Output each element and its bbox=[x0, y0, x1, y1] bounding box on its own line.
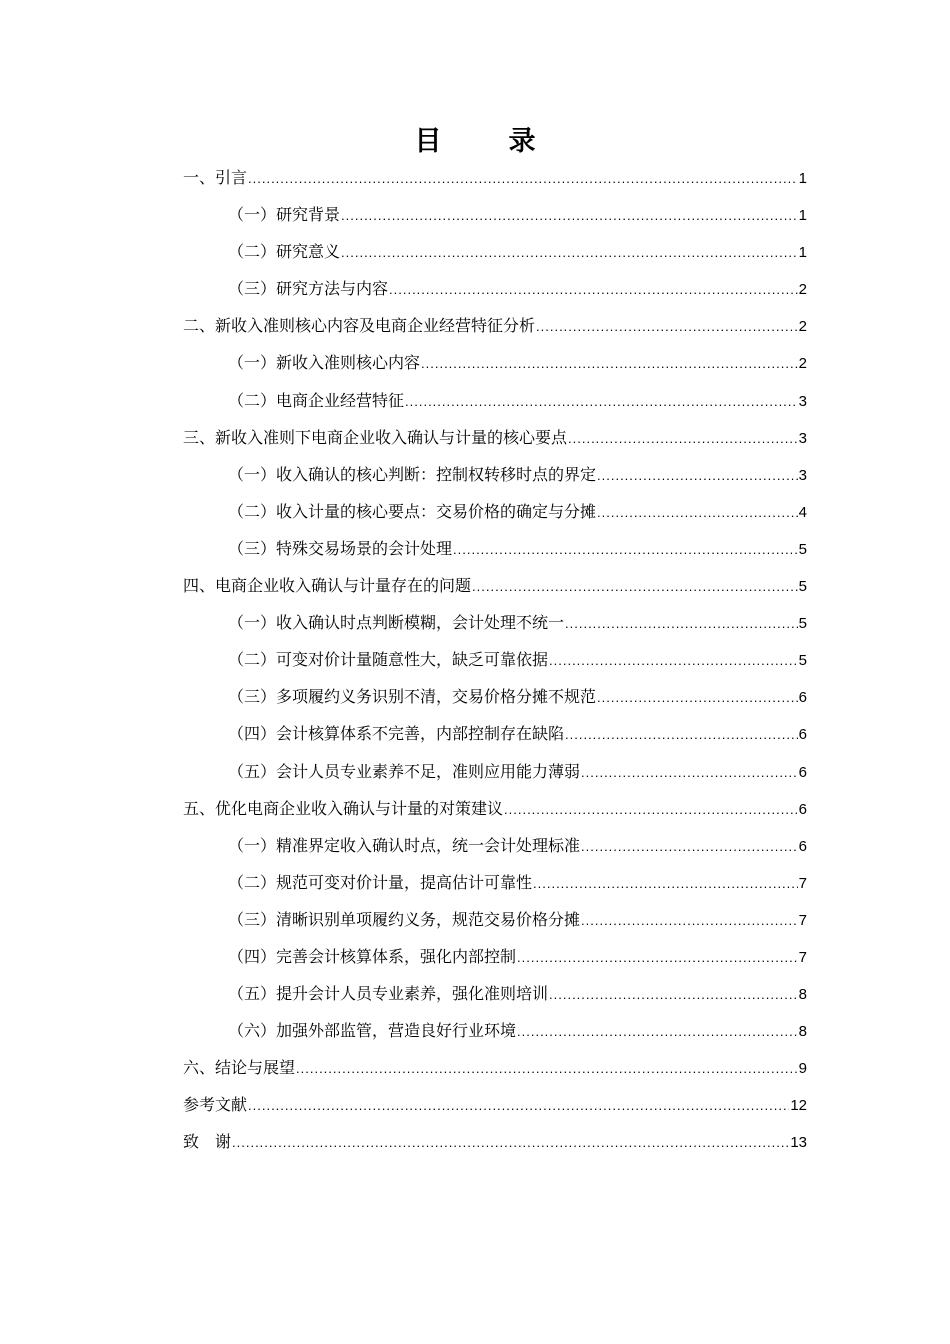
toc-leader-dots bbox=[581, 908, 798, 934]
toc-leader-dots bbox=[248, 166, 798, 192]
toc-page-number: 3 bbox=[798, 392, 807, 410]
toc-entry-label: 二、新收入准则核心内容及电商企业经营特征分析 bbox=[183, 316, 536, 336]
toc-page-number: 6 bbox=[798, 837, 807, 855]
toc-page-number: 2 bbox=[798, 281, 807, 299]
toc-entry-label: （三）特殊交易场景的会计处理 bbox=[228, 538, 453, 558]
toc-entry-label: （二）规范可变对价计量，提高估计可靠性 bbox=[228, 872, 533, 892]
toc-leader-dots bbox=[248, 1093, 789, 1119]
toc-page-number: 8 bbox=[798, 1023, 807, 1041]
toc-entry-label: （四）会计核算体系不完善，内部控制存在缺陷 bbox=[228, 724, 565, 744]
toc-page-number: 6 bbox=[798, 689, 807, 707]
toc-entry[interactable] bbox=[183, 313, 807, 350]
toc-entry-label: （一）精准界定收入确认时点，统一会计处理标准 bbox=[228, 835, 581, 855]
toc-page-number: 6 bbox=[798, 763, 807, 781]
toc-leader-dots bbox=[296, 1056, 798, 1082]
table-of-contents bbox=[183, 165, 807, 1167]
toc-page-number: 1 bbox=[798, 207, 807, 225]
toc-leader-dots bbox=[565, 722, 798, 748]
toc-entry[interactable] bbox=[183, 759, 807, 796]
toc-entry-label: 致 谢 bbox=[183, 1132, 232, 1152]
toc-entry-label: （五）提升会计人员专业素养，强化准则培训 bbox=[228, 984, 549, 1004]
toc-entry-label: （二）电商企业经营特征 bbox=[228, 390, 405, 410]
toc-leader-dots bbox=[232, 1130, 789, 1156]
toc-entry[interactable] bbox=[183, 907, 807, 944]
toc-page-number: 6 bbox=[798, 726, 807, 744]
toc-page-number: 6 bbox=[798, 800, 807, 818]
toc-entry[interactable] bbox=[183, 721, 807, 758]
toc-leader-dots bbox=[421, 351, 798, 377]
toc-entry[interactable] bbox=[183, 1129, 807, 1166]
toc-entry-label: 三、新收入准则下电商企业收入确认与计量的核心要点 bbox=[183, 427, 568, 447]
toc-leader-dots bbox=[565, 611, 798, 637]
toc-leader-dots bbox=[405, 389, 798, 415]
toc-entry[interactable] bbox=[183, 1055, 807, 1092]
toc-leader-dots bbox=[517, 1019, 798, 1045]
toc-page-number: 12 bbox=[790, 1097, 807, 1115]
toc-page-number: 3 bbox=[798, 429, 807, 447]
toc-entry-label: （二）收入计量的核心要点：交易价格的确定与分摊 bbox=[228, 501, 597, 521]
toc-entry-label: 六、结论与展望 bbox=[183, 1058, 296, 1078]
toc-page-number: 5 bbox=[798, 578, 807, 596]
toc-leader-dots bbox=[389, 277, 798, 303]
toc-entry[interactable] bbox=[183, 1018, 807, 1055]
toc-page-number: 3 bbox=[798, 466, 807, 484]
toc-page-number: 7 bbox=[798, 948, 807, 966]
toc-entry-label: （一）收入确认时点判断模糊，会计处理不统一 bbox=[228, 613, 565, 633]
toc-entry-label: 一、引言 bbox=[183, 168, 248, 187]
toc-entry[interactable] bbox=[183, 350, 807, 387]
toc-leader-dots bbox=[581, 834, 798, 860]
toc-entry-label: （五）会计人员专业素养不足，准则应用能力薄弱 bbox=[228, 761, 581, 781]
toc-page-number: 5 bbox=[798, 652, 807, 670]
toc-entry[interactable] bbox=[183, 981, 807, 1018]
toc-entry[interactable] bbox=[183, 796, 807, 833]
toc-entry-label: （三）研究方法与内容 bbox=[228, 279, 389, 299]
toc-page-number: 1 bbox=[798, 170, 807, 187]
toc-entry[interactable] bbox=[183, 425, 807, 462]
toc-leader-dots bbox=[581, 760, 798, 786]
toc-entry[interactable] bbox=[183, 499, 807, 536]
toc-leader-dots bbox=[504, 797, 798, 823]
toc-leader-dots bbox=[597, 463, 798, 489]
toc-entry-label: （三）清晰识别单项履约义务，规范交易价格分摊 bbox=[228, 909, 581, 929]
toc-entry-label: （一）收入确认的核心判断：控制权转移时点的界定 bbox=[228, 464, 597, 484]
toc-entry[interactable] bbox=[183, 573, 807, 610]
toc-entry-label: （六）加强外部监管，营造良好行业环境 bbox=[228, 1021, 517, 1041]
toc-page-number: 2 bbox=[798, 318, 807, 336]
toc-entry-label: 参考文献 bbox=[183, 1095, 248, 1115]
toc-entry-label: （三）多项履约义务识别不清，交易价格分摊不规范 bbox=[228, 687, 597, 707]
toc-entry-label: （二）可变对价计量随意性大，缺乏可靠依据 bbox=[228, 650, 549, 670]
toc-leader-dots bbox=[549, 982, 798, 1008]
toc-entry-label: 四、电商企业收入确认与计量存在的问题 bbox=[183, 576, 472, 596]
toc-entry-label: 五、优化电商企业收入确认与计量的对策建议 bbox=[183, 798, 504, 818]
toc-entry[interactable] bbox=[183, 1092, 807, 1129]
toc-page-number: 7 bbox=[798, 911, 807, 929]
toc-leader-dots bbox=[549, 648, 798, 674]
toc-entry-label: （一）研究背景 bbox=[228, 205, 341, 225]
toc-entry-label: （四）完善会计核算体系，强化内部控制 bbox=[228, 946, 517, 966]
toc-entry[interactable] bbox=[183, 536, 807, 573]
toc-leader-dots bbox=[597, 500, 798, 526]
toc-entry[interactable] bbox=[183, 165, 807, 202]
toc-leader-dots bbox=[597, 685, 798, 711]
toc-leader-dots bbox=[568, 426, 798, 452]
toc-entry-label: （二）研究意义 bbox=[228, 242, 341, 262]
toc-entry[interactable] bbox=[183, 647, 807, 684]
toc-entry[interactable] bbox=[183, 870, 807, 907]
toc-title: 目 录 bbox=[414, 126, 556, 157]
toc-entry[interactable] bbox=[183, 388, 807, 425]
toc-leader-dots bbox=[517, 945, 798, 971]
toc-leader-dots bbox=[341, 203, 798, 229]
toc-entry-label: （一）新收入准则核心内容 bbox=[228, 353, 421, 373]
toc-leader-dots bbox=[536, 314, 798, 340]
toc-entry[interactable] bbox=[183, 833, 807, 870]
toc-leader-dots bbox=[533, 871, 798, 897]
toc-page-number: 7 bbox=[798, 874, 807, 892]
toc-page-number: 9 bbox=[798, 1060, 807, 1078]
toc-leader-dots bbox=[341, 240, 798, 266]
toc-entry[interactable] bbox=[183, 944, 807, 981]
toc-leader-dots bbox=[472, 574, 798, 600]
toc-page-number: 1 bbox=[798, 244, 807, 262]
toc-entry[interactable] bbox=[183, 462, 807, 499]
toc-entry[interactable] bbox=[183, 684, 807, 721]
toc-page-number: 2 bbox=[798, 355, 807, 373]
toc-page-number: 5 bbox=[798, 615, 807, 633]
toc-entry[interactable] bbox=[183, 202, 807, 239]
toc-entry[interactable] bbox=[183, 239, 807, 276]
toc-leader-dots bbox=[453, 537, 798, 563]
toc-entry[interactable] bbox=[183, 276, 807, 313]
toc-page-number: 4 bbox=[798, 503, 807, 521]
toc-page-number: 5 bbox=[798, 540, 807, 558]
toc-entry[interactable] bbox=[183, 610, 807, 647]
toc-page-number: 8 bbox=[798, 986, 807, 1004]
toc-page-number: 13 bbox=[790, 1134, 807, 1152]
